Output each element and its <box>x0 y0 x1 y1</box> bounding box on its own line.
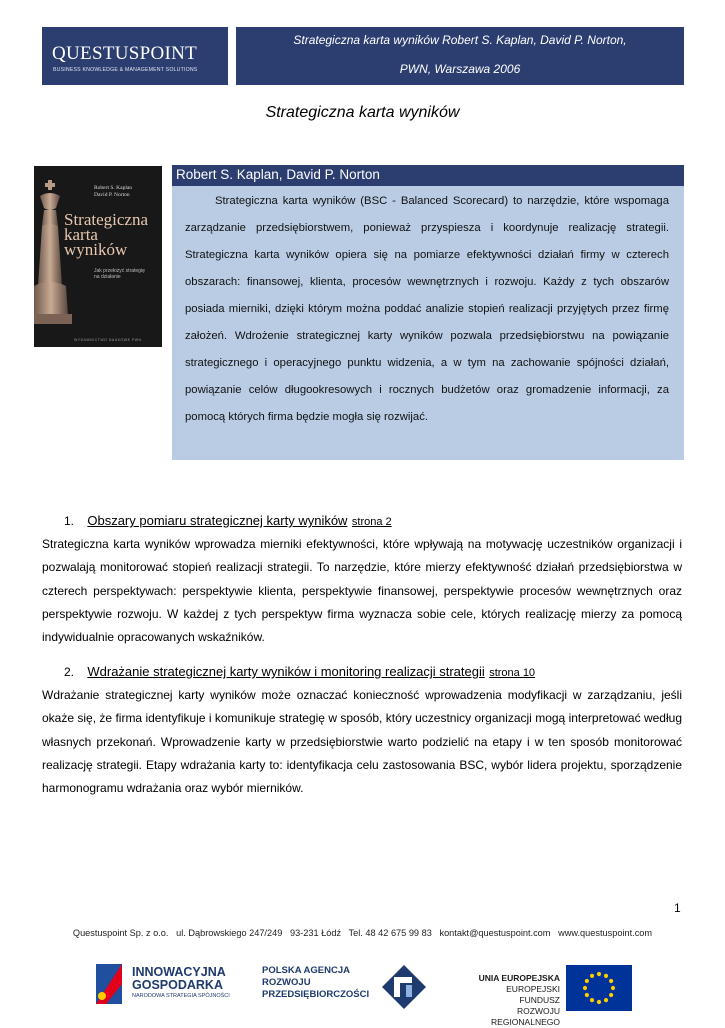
logo1-line-3: NARODOWA STRATEGIA SPÓJNOŚCI <box>132 993 230 999</box>
parp-logo <box>262 965 440 1010</box>
book-publisher: WYDAWNICTWO NAUKOWE PWN <box>74 338 142 342</box>
section-title: Wdrażanie strategicznej karty wyników i monitoring realizacji strategii <box>87 664 485 679</box>
summary-text: Strategiczna karta wyników (BSC - Balanced Scorecard) to narzędzie, które wspomaga zarządzanie przedsiębiorstwem, ponieważ przyspiesza i koordynuje realizację strategii. Strategiczna karta wyników opiera się na pomiarze efektywności działań firmy w czterech obszarach: finansowej, klienta, procesów wewnętrznych i rozwoju. Każdy z tych obszarów posiada mierniki, dzięki którym można poddać analizie stopień realizacji przyjętych przez firmę założeń. Wdrożenie strategicznej karty wyników pozwala przedsiębiorstwu na powiązanie strategicznego i operacyjnego punktu widzenia, a w tym na zachowanie spójności działań, powiązanie celów długookresowych i rocznych budżetów oraz gromadzenie informacji, za pomocą których firma będzie mogła się rozwijać. <box>185 195 669 423</box>
section-text-1: Strategiczna karta wyników wprowadza mierniki efektywności, które wpływają na motywację uczestników organizacji i pozwalają monitorować stopień realizacji strategii. To narzędzie, które mierzy efektywność działań przedsiębiorstwa w czterech perspektywach: perspektywie klienta, perspektywie finansowej, perspektywie procesów wewnętrznych oraz perspektywie rozwoju. W każdej z tych perspektyw firma wyznacza sobie cele, których realizację mierzy za pomocą indywidualnie opracowanych wskaźników. <box>42 537 682 645</box>
logo2-line-3: PRZEDSIĘBIORCZOŚCI <box>262 989 370 1000</box>
logo3-line-2: EUROPEJSKI FUNDUSZ <box>506 984 560 1005</box>
summary-box <box>172 186 684 460</box>
ig-emblem-icon <box>92 960 132 1010</box>
document-title: Strategiczna karta wyników <box>265 104 460 121</box>
book-title-line-1: Strategiczna <box>64 210 149 229</box>
logo1-line-2: GOSPODARKA <box>132 978 223 992</box>
eu-star-icon <box>604 998 608 1002</box>
eu-star-icon <box>590 974 594 978</box>
summary-authors: Robert S. Kaplan, David P. Norton <box>172 165 684 186</box>
book-subtitle-2: na działanie <box>94 274 121 280</box>
section-title: Obszary pomiaru strategicznej karty wyników <box>87 513 348 528</box>
parp-emblem-icon <box>380 963 430 1011</box>
footer-contact: Questuspoint Sp. z o.o. ul. Dąbrowskiego 247/249 93-231 Łódź Tel. 48 42 675 99 83 kontakt@questuspoint.com www.questuspoint.com <box>72 928 653 938</box>
book-author-1: Robert S. Kaplan <box>94 185 133 191</box>
section-heading-2 <box>64 663 535 681</box>
book-subtitle-1: Jak przełożyć strategię <box>94 268 145 274</box>
logo3-line-1: UNIA EUROPEJSKA <box>478 973 560 983</box>
eu-star-icon <box>585 979 589 983</box>
eu-star-icon <box>609 979 613 983</box>
logo-tagline: BUSINESS KNOWLEDGE & MANAGEMENT SOLUTIONS <box>53 67 198 73</box>
eu-star-icon <box>590 998 594 1002</box>
innowacyjna-gospodarka-logo <box>92 960 242 1010</box>
logo1-line-1: INNOWACYJNA <box>132 965 226 979</box>
section-text-2: Wdrażanie strategicznej karty wyników może oznaczać konieczność wprowadzenia modyfikacji w zarządzaniu, jeśli okaże się, że firma identyfikuje i komunikuje strategię w sposób, który uczestnicy organizacji mogą interpretować według własnych przekonań. Wprowadzenie karty w przedsiębiorstwie warto podzielić na etapy i w ten sposób monitorować realizację strategii. Etapy wdrażania karty to: identyfikacja celu zastosowania BSC, wybór lidera projektu, sporządzenie harmonogramu wdrażania oraz wybór mierników. <box>42 688 682 796</box>
section-number: 2. <box>64 665 75 679</box>
eu-star-icon <box>611 986 615 990</box>
page-number: 1 <box>674 901 681 915</box>
section-page-ref: strona 2 <box>351 516 392 528</box>
logo3-line-3: ROZWOJU REGIONALNEGO <box>491 1006 560 1027</box>
reference-line-1: Strategiczna karta wyników Robert S. Kaplan, David P. Norton, <box>293 33 627 47</box>
book-cover-image <box>34 166 162 347</box>
eu-star-icon <box>585 993 589 997</box>
eu-star-icon <box>609 993 613 997</box>
logo-name: QUESTUSPOINT <box>52 43 198 64</box>
eu-star-icon <box>604 974 608 978</box>
eu-logo <box>470 965 635 1027</box>
book-title-line-3: wyników <box>64 240 128 259</box>
logo2-line-2: ROZWOJU <box>262 977 311 988</box>
questuspoint-logo <box>42 27 228 85</box>
reference-banner <box>236 27 684 85</box>
eu-star-icon <box>597 1000 601 1004</box>
section-heading-1 <box>64 512 392 530</box>
book-author-2: David P. Norton <box>94 192 130 198</box>
section-page-ref: strona 10 <box>489 667 536 679</box>
book-title-line-2: karta <box>64 225 98 244</box>
eu-star-icon <box>583 986 587 990</box>
logo2-line-1: POLSKA AGENCJA <box>262 965 350 976</box>
eu-star-icon <box>597 972 601 976</box>
section-number: 1. <box>64 514 75 528</box>
eu-flag-icon <box>566 965 632 1011</box>
reference-line-2: PWN, Warszawa 2006 <box>399 62 521 76</box>
